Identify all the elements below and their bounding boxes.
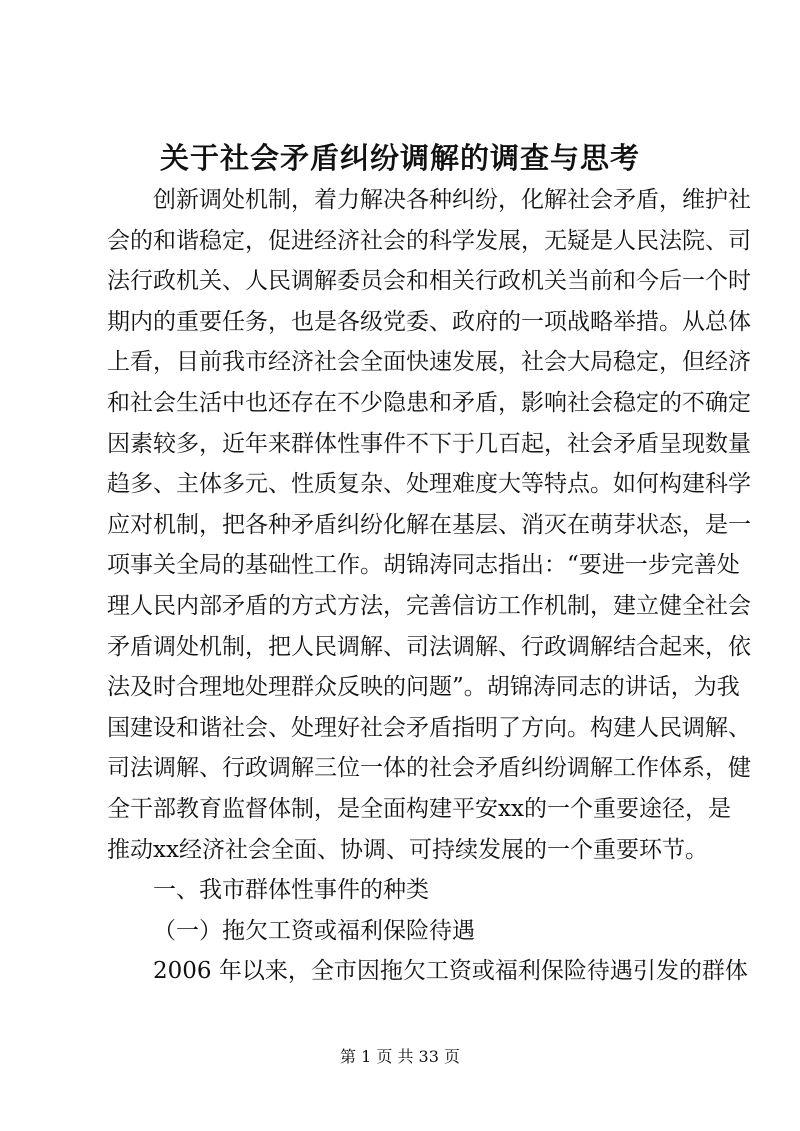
document-title: 关于社会矛盾纠纷调解的调查与思考 xyxy=(159,141,640,175)
paragraph-line: 上看，目前我市经济社会全面快速发展，社会大局稳定，但经济 xyxy=(107,349,751,376)
paragraph-line: 法行政机关、人民调解委员会和相关行政机关当前和今后一个时 xyxy=(107,268,751,295)
paragraph-line: 期内的重要任务，也是各级党委、政府的一项战略举措。从总体 xyxy=(107,308,751,335)
paragraph-line: 2006 年以来，全市因拖欠工资或福利保险待遇引发的群体 xyxy=(153,958,748,985)
paragraph-line: 因素较多，近年来群体性事件不下于几百起，社会矛盾呈现数量 xyxy=(107,430,751,457)
paragraph-line: 应对机制，把各种矛盾纠纷化解在基层、消灭在萌芽状态，是一 xyxy=(107,511,751,538)
section-heading: 一、我市群体性事件的种类 xyxy=(153,877,429,904)
subsection-heading: （一）拖欠工资或福利保险待遇 xyxy=(153,917,475,944)
paragraph-line: 趋多、主体多元、性质复杂、处理难度大等特点。如何构建科学 xyxy=(107,471,751,498)
paragraph-line: 矛盾调处机制，把人民调解、司法调解、行政调解结合起来，依 xyxy=(107,633,751,660)
paragraph-line: 理人民内部矛盾的方式方法，完善信访工作机制，建立健全社会 xyxy=(107,592,751,619)
paragraph-line: 和社会生活中也还存在不少隐患和矛盾，影响社会稳定的不确定 xyxy=(107,389,751,416)
paragraph-line: 司法调解、行政调解三位一体的社会矛盾纠纷调解工作体系，健 xyxy=(107,755,751,782)
paragraph-line: 法及时合理地处理群众反映的问题”。胡锦涛同志的讲话，为我 xyxy=(107,674,740,701)
paragraph-line: 会的和谐稳定，促进经济社会的科学发展，无疑是人民法院、司 xyxy=(107,227,751,254)
paragraph-line: 国建设和谐社会、处理好社会矛盾指明了方向。构建人民调解、 xyxy=(107,714,751,741)
document-body xyxy=(107,180,751,992)
paragraph-line: 全干部教育监督体制，是全面构建平安xx的一个重要途径，是 xyxy=(107,795,731,822)
page-number-footer: 第 1 页 共 33 页 xyxy=(340,1047,460,1066)
paragraph-line: 创新调处机制，着力解决各种纠纷，化解社会矛盾，维护社 xyxy=(153,187,751,213)
paragraph-line: 项事关全局的基础性工作。胡锦涛同志指出：“要进一步完善处 xyxy=(107,552,740,579)
paragraph-line: 推动xx经济社会全面、协调、可持续发展的一个重要环节。 xyxy=(107,836,708,863)
